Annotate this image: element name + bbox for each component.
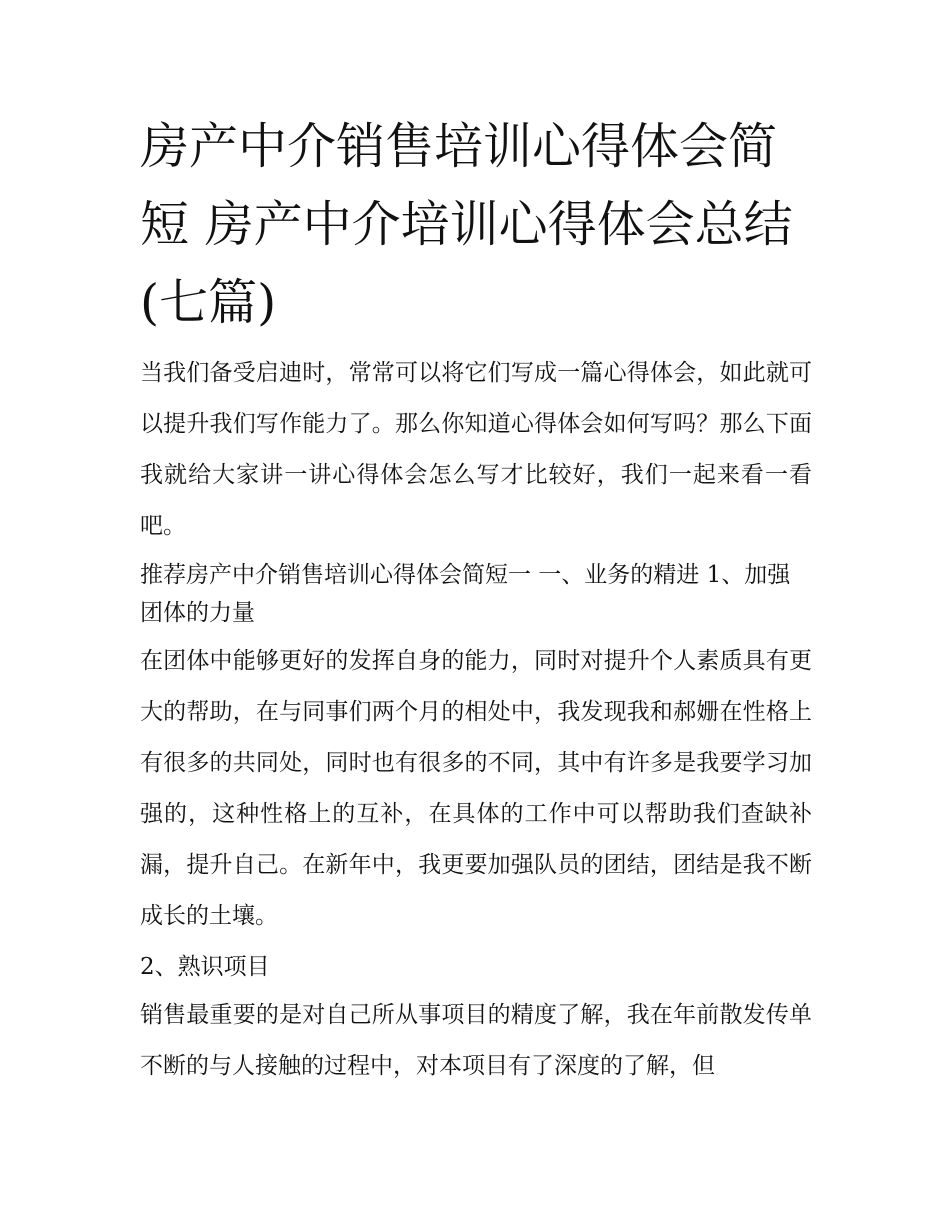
document-title: 房产中介销售培训心得体会简短 房产中介培训心得体会总结(七篇) xyxy=(140,118,793,331)
document-page xyxy=(140,108,812,1092)
section-1-body: 在团体中能够更好的发挥自身的能力，同时对提升个人素质具有更大的帮助，在与同事们两个月的相处中，我发现我和郝姗在性格上有很多的共同处，同时也有很多的不同，其中有许多是我要学习加强的，这种性格上的互补，在具体的工作中可以帮助我们查缺补漏，提升自己。在新年中，我更要加强队员的团结，团结是我不断成长的土壤。 xyxy=(140,648,812,929)
section-2-heading: 2、熟识项目 xyxy=(140,954,270,980)
section-2-body: 销售最重要的是对自己所从事项目的精度了解，我在年前散发传单不断的与人接触的过程中，对本项目有了深度的了解，但 xyxy=(140,1002,812,1079)
intro-paragraph: 当我们备受启迪时，常常可以将它们写成一篇心得体会，如此就可以提升我们写作能力了。那么你知道心得体会如何写吗？那么下面我就给大家讲一讲心得体会怎么写才比较好，我们一起来看一看吧。 xyxy=(140,360,812,539)
section-1-heading: 推荐房产中介销售培训心得体会简短一 一、业务的精进 1、加强团体的力量 xyxy=(140,562,791,626)
